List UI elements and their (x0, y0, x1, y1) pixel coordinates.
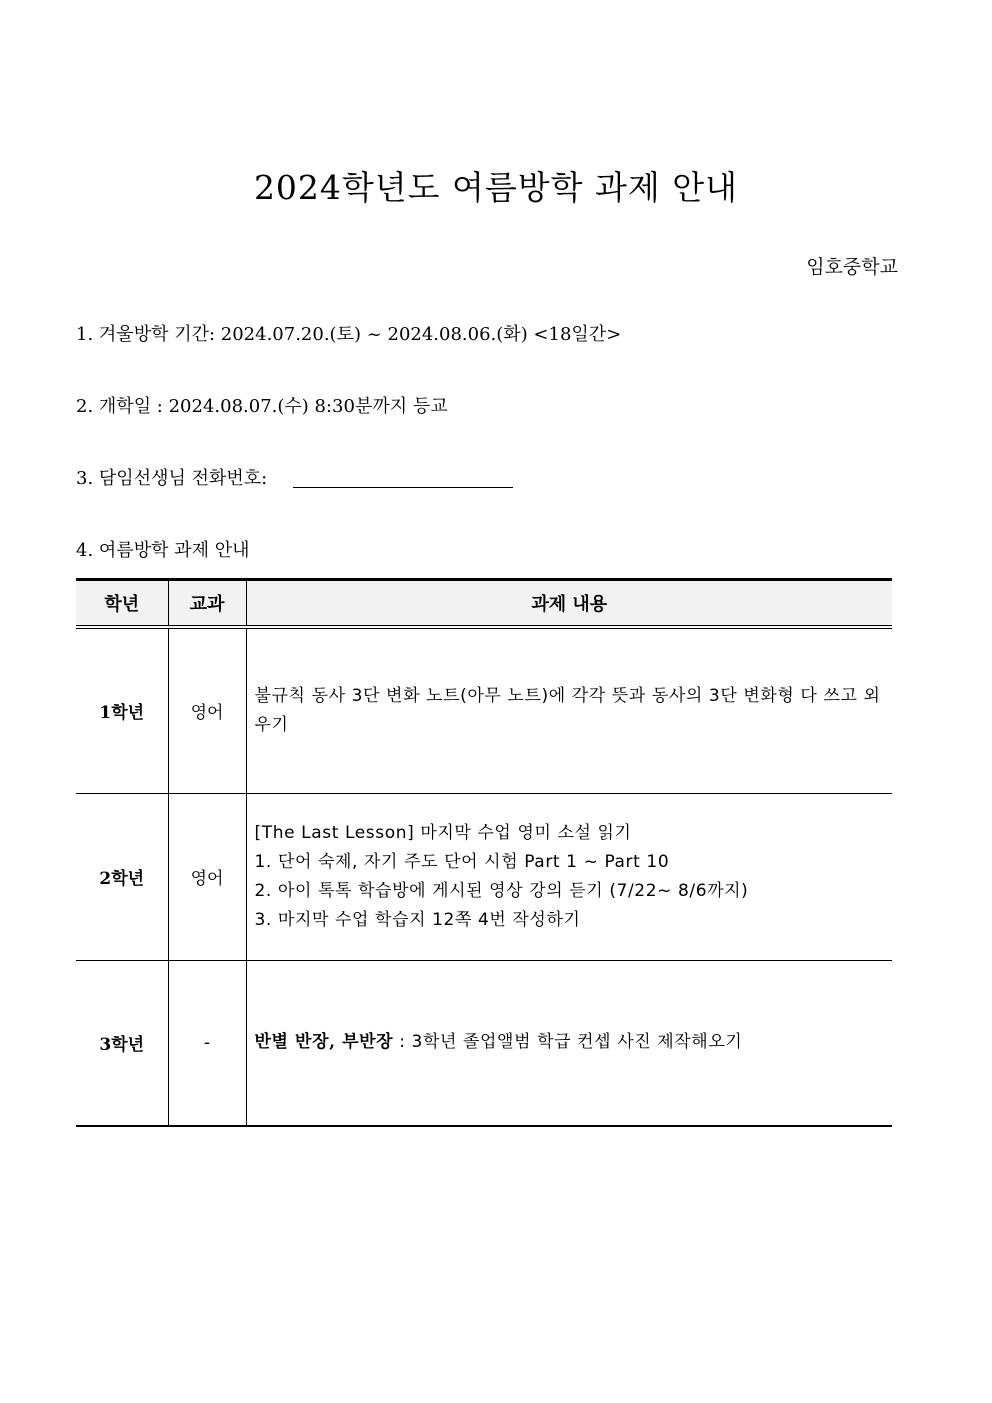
content-line: 1. 단어 숙제, 자기 주도 단어 시험 Part 1 ~ Part 10 (254, 851, 670, 872)
page-title: 2024학년도 여름방학 과제 안내 (253, 168, 739, 207)
subject-cell: - (168, 960, 246, 1126)
header-content: 과제 내용 (246, 580, 892, 628)
content-cell (246, 793, 892, 960)
item-vacation-period (76, 322, 621, 348)
grade-cell: 2학년 (76, 793, 168, 960)
subject-cell: 영어 (168, 793, 246, 960)
table-row (76, 793, 892, 960)
item-teacher-phone (76, 466, 513, 492)
table-header-row (76, 580, 892, 628)
item-number: 2. (76, 396, 94, 417)
content-text: : 3학년 졸업앨범 학급 컨셉 사진 제작해오기 (393, 1032, 743, 1053)
subject-cell: 영어 (168, 627, 246, 793)
item-text: 겨울방학 기간: 2024.07.20.(토) ~ 2024.08.06.(화) <18일간> (98, 324, 622, 345)
item-school-start (76, 394, 448, 420)
target-students: 반별 반장, 부반장 (254, 1032, 394, 1053)
grade-cell: 1학년 (76, 627, 168, 793)
item-text: 여름방학 과제 안내 (98, 540, 250, 561)
content-cell (246, 960, 892, 1126)
item-text: 개학일 : 2024.08.07.(수) 8:30분까지 등교 (98, 396, 448, 417)
table-row (76, 627, 892, 793)
school-name: 임호중학교 (806, 256, 898, 278)
grade-cell: 3학년 (76, 960, 168, 1126)
item-number: 4. (76, 540, 94, 561)
content-line: 불규칙 동사 3단 변화 노트(아무 노트)에 각각 뜻과 동사의 3단 변화형 다 쓰고 외우기 (254, 685, 881, 735)
content-line: 3. 마지막 수업 학습지 12쪽 4번 작성하기 (254, 909, 581, 930)
header-grade: 학년 (76, 580, 168, 628)
homework-table (76, 578, 892, 1127)
item-text: 담임선생님 전화번호: (98, 468, 268, 489)
item-number: 3. (76, 468, 94, 489)
item-number: 1. (76, 324, 94, 345)
phone-blank-line (293, 486, 513, 488)
item-homework-heading (76, 538, 249, 564)
content-line: [The Last Lesson] 마지막 수업 영미 소설 읽기 (254, 822, 632, 843)
table-row (76, 960, 892, 1126)
header-subject: 교과 (168, 580, 246, 628)
content-cell (246, 627, 892, 793)
content-line: 2. 아이 톡톡 학습방에 게시된 영상 강의 듣기 (7/22~ 8/6까지) (254, 880, 749, 901)
